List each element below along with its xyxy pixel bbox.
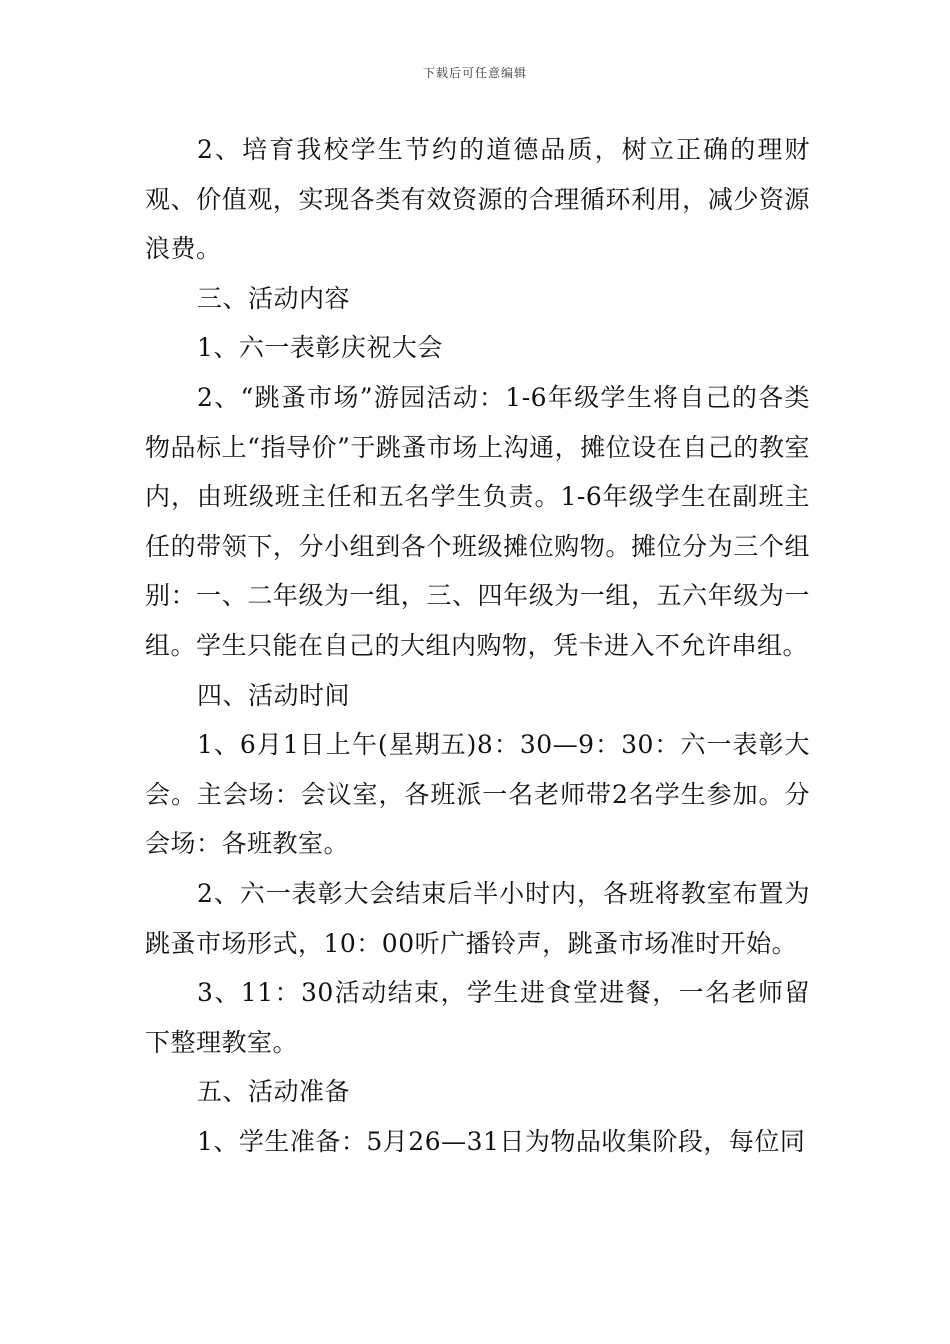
paragraph-goal-2: 2、培育我校学生节约的道德品质，树立正确的理财观、价值观，实现各类有效资源的合理循环利用，减少资源浪费。: [145, 135, 810, 264]
paragraph-preparation-1: 1、学生准备：5月26—31日为物品收集阶段，每位同: [197, 1126, 806, 1156]
paragraph-content-1: 1、六一表彰庆祝大会: [197, 333, 443, 363]
document-body: [145, 125, 810, 1166]
section-heading-time: 四、活动时间: [197, 680, 351, 710]
section-heading-preparation: 五、活动准备: [197, 1077, 351, 1107]
paragraph-time-3: 3、11：30活动结束，学生进食堂进餐，一名老师留下整理教室。: [145, 978, 810, 1057]
section-heading-content: 三、活动内容: [197, 283, 351, 313]
header-note: 下载后可任意编辑: [422, 66, 527, 80]
paragraph-content-2: 2、“跳蚤市场”游园活动：1-6年级学生将自己的各类物品标上“指导价”于跳蚤市场上沟通，摊位设在自己的教室内，由班级班主任和五名学生负责。1-6年级学生在副班主任的带领下，分小组到各个班级摊位购物。摊位分为三个组别：一、二年级为一组，三、四年级为一组，五六年级为一组。学生只能在自己的大组内购物，凭卡进入不允许串组。: [145, 382, 810, 660]
paragraph-time-2: 2、六一表彰大会结束后半小时内，各班将教室布置为跳蚤市场形式，10：00听广播铃声，跳蚤市场准时开始。: [145, 878, 810, 958]
paragraph-time-1: 1、6月1日上午(星期五)8：30—9：30：六一表彰大会。主会场：会议室，各班派一名老师带2名学生参加。分会场：各班教室。: [145, 730, 810, 859]
